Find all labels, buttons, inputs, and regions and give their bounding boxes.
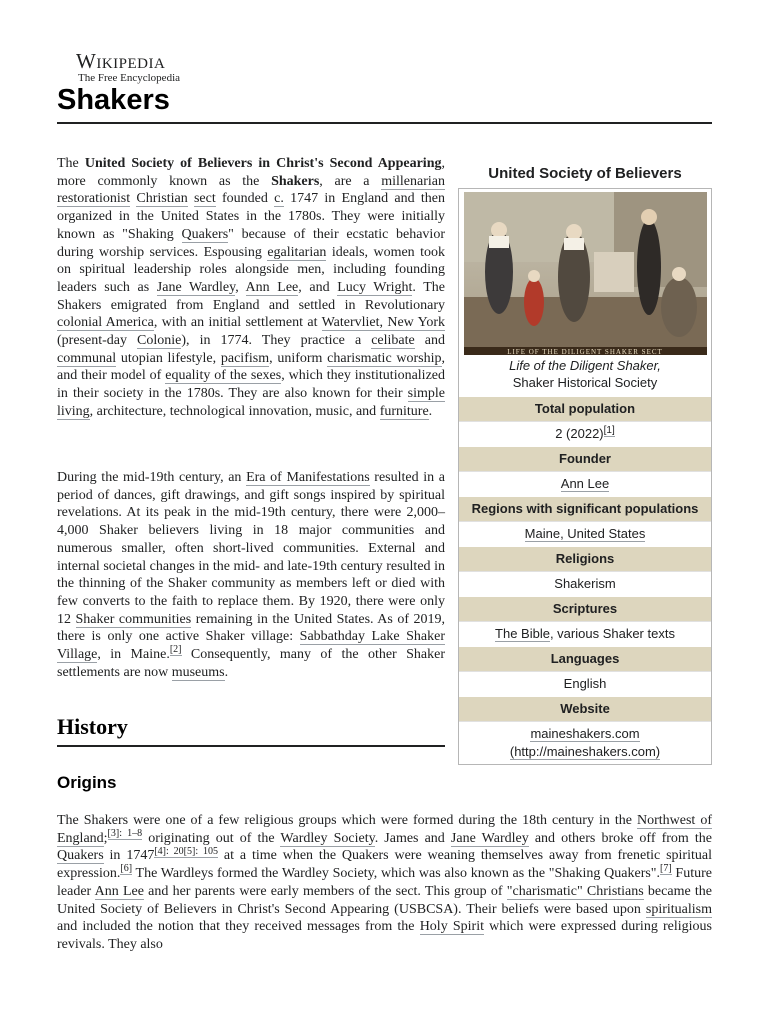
shaker-painting-image[interactable] [464, 192, 707, 355]
infobox-row-value [459, 521, 711, 546]
text-run: , in Maine. [97, 647, 170, 663]
paragraph-text [57, 812, 712, 954]
wiki-link[interactable]: Holy Spirit [419, 919, 484, 935]
wiki-link[interactable]: Ann Lee [560, 476, 610, 491]
wiki-link[interactable]: pacifism [220, 350, 270, 366]
text-run: Consequently, many of the other Shaker settlements are now [57, 647, 445, 680]
wiki-link[interactable]: charismatic worship [327, 350, 442, 366]
citation-link[interactable]: [1] [603, 424, 615, 436]
wiki-link[interactable]: Northwest of England [57, 813, 712, 846]
text-run: and others broke off from the [528, 830, 712, 846]
caption-italic: Life of the Diligent Shaker, [509, 358, 661, 373]
text-run: which were expressed during religious revivals. They also [57, 919, 712, 952]
text-run: and [414, 333, 446, 349]
bold-term: Shakers [271, 173, 320, 189]
paragraph-text [57, 155, 445, 421]
wiki-link[interactable]: celibate [371, 333, 415, 349]
text-run: , which they institutionalized in their society in the 1780s. They are also known for their [57, 368, 446, 402]
text-run: 2 (2022) [555, 426, 604, 441]
infobox-row-value [459, 471, 711, 496]
citation-link[interactable]: [3]: 1–8 [107, 828, 143, 840]
text-run: , [235, 279, 246, 295]
wiki-link[interactable]: The Bible [495, 626, 550, 641]
wiki-link[interactable]: maineshakers.com (http://maineshakers.com) [509, 726, 661, 759]
infobox-row-label: Scriptures [459, 596, 711, 621]
wiki-link[interactable]: Quakers [57, 848, 104, 864]
infobox-row-label: Founder [459, 446, 711, 471]
text-run: Future leader [57, 866, 712, 899]
infobox-row-label: Total population [459, 396, 711, 421]
wiki-link[interactable]: sect [193, 191, 216, 207]
wiki-link[interactable]: Quakers [181, 226, 229, 242]
text-run: During the mid-19th century, an [57, 470, 247, 485]
text-run: , and [298, 279, 338, 295]
infobox-rows [459, 396, 711, 764]
infobox-row-label: Regions with significant populations [459, 496, 711, 521]
citation-link[interactable]: [6] [120, 863, 133, 875]
wiki-link[interactable]: Colonie [137, 333, 182, 349]
citation-link[interactable]: [2] [169, 644, 182, 656]
logo-tagline: The Free Encyclopedia [78, 72, 181, 84]
text-run: , various Shaker texts [549, 626, 675, 641]
wiki-link[interactable]: Wardley Society [280, 830, 375, 846]
infobox-image-wrap [459, 189, 711, 355]
wiki-link[interactable]: Jane Wardley [450, 830, 529, 846]
citation-link[interactable]: [4]: 20 [154, 845, 184, 857]
wiki-link[interactable]: colonial America [57, 315, 154, 331]
infobox-row-label: Languages [459, 646, 711, 671]
text-run: ; [103, 830, 108, 846]
text-run: ideals, women took on spiritual leadership roles alongside men, including founding leaders such as [57, 244, 445, 295]
wiki-link[interactable]: equality of the sexes [165, 368, 282, 384]
wikipedia-logo[interactable] [76, 50, 180, 84]
infobox-row-label: Website [459, 696, 711, 721]
section-heading-history: History [57, 714, 445, 747]
title-divider [57, 122, 712, 124]
text-run: . The Shakers emigrated from England and settled in Revolutionary [57, 279, 446, 313]
wiki-link[interactable]: Watervliet, New York [321, 315, 445, 331]
wiki-link[interactable]: Maine, United States [524, 526, 646, 541]
infobox-row-value [459, 571, 711, 596]
infobox-row-value [459, 721, 711, 764]
text-run: (present-day [57, 333, 138, 349]
text-run: English [563, 676, 607, 691]
text-run: ), in 1774. They practice a [181, 333, 372, 349]
text-run: , architecture, technological innovation, music, and [89, 403, 380, 419]
text-run: , are a [319, 173, 382, 189]
text-run: . [428, 403, 433, 419]
origins-paragraph [57, 812, 712, 954]
wiki-link[interactable]: millenarian [381, 173, 445, 189]
wiki-link[interactable]: Jane Wardley [156, 279, 236, 295]
wiki-link[interactable]: Era of Manifestations [246, 470, 370, 485]
text-run: originating out of the [142, 830, 281, 846]
wiki-link[interactable]: Shaker communities [75, 611, 192, 627]
text-run: The Wardleys formed the Wardley Society, which was also known as the "Shaking Quakers". [132, 866, 661, 882]
citation-link[interactable]: [7] [660, 863, 672, 875]
text-run: utopian lifestyle, [116, 350, 221, 366]
wiki-link[interactable]: Christian [136, 191, 188, 207]
infobox-row-value [459, 421, 711, 446]
logo-wordmark: Wikipedia [76, 49, 166, 73]
wiki-link[interactable]: Sabbathday Lake Shaker Village [57, 629, 445, 663]
wiki-link[interactable]: c. [274, 191, 284, 207]
text-run: , and their model of [57, 350, 445, 384]
infobox-caption [459, 355, 711, 396]
caption-source: Shaker Historical Society [512, 375, 658, 390]
text-run: The [57, 156, 85, 171]
wiki-link[interactable]: "charismatic" Christians [506, 883, 644, 899]
text-run: founded [215, 191, 275, 207]
text-run: at a time when the Quakers were weaning themselves away from frenetic spiritual expression. [57, 848, 712, 882]
wiki-link[interactable]: Lucy Wright [337, 279, 413, 295]
infobox [458, 157, 712, 765]
wiki-link[interactable]: Ann Lee [94, 883, 144, 899]
wiki-link[interactable]: furniture [379, 403, 429, 419]
infobox-title: United Society of Believers [488, 165, 682, 182]
wiki-link[interactable]: Ann Lee [245, 279, 299, 295]
text-run: " because of their ecstatic behavior during worship services. Espousing [57, 226, 445, 260]
text-run: . [224, 664, 229, 680]
text-run: , more commonly known as the [57, 156, 445, 189]
text-run: resulted in a period of dances, gift drawings, and gift songs inspired by spiritual revelations. At its peak in the mid-19th century, there were 2,000–4,000 Shaker believers living in 18 major communities and numerous smaller, often short-lived communities. External and internal societal changes in the mid- and late-19th century resulted in the thinning of the Shaker community as members left or died with few converts to the faith to replace them. By 1920, there were only 12 [57, 470, 445, 627]
text-run: and her parents were early members of the sect. This group of [143, 883, 507, 899]
text-run: in 1747 [103, 848, 155, 864]
wiki-link[interactable]: simple living [57, 386, 445, 419]
intro-paragraph-2 [57, 469, 445, 681]
text-run: . James and [374, 830, 451, 846]
wiki-link[interactable]: egalitarian [267, 244, 327, 260]
subsection-heading-origins: Origins [57, 773, 117, 792]
paragraph-text [57, 469, 445, 681]
infobox-row-label: Religions [459, 546, 711, 571]
text-run: 1747 in England and then organized in the United States in the 1780s. They were initially known as "Shaking [57, 191, 445, 242]
citation-link[interactable]: [5]: 105 [183, 845, 218, 857]
image-banner-text: LIFE OF THE DILIGENT SHAKER SECT [507, 348, 663, 355]
page-title: Shakers [57, 84, 170, 116]
bold-term: United Society of Believers in Christ's Second Appearing [84, 156, 442, 171]
wiki-link[interactable]: communal [57, 350, 117, 366]
wiki-link[interactable]: spiritualism [645, 901, 712, 917]
text-run: The Shakers were one of a few religious groups which were formed during the 18th century in the [57, 813, 637, 828]
text-run: Shakerism [554, 576, 616, 591]
text-run: , uniform [269, 350, 328, 366]
infobox-row-value [459, 671, 711, 696]
wiki-link[interactable]: restorationist [57, 191, 131, 207]
text-run: became the United Society of Believers in Christ's Second Appearing (USBCSA). Their beliefs were based upon [57, 883, 712, 917]
text-run: remaining in the United States. As of 2019, there is only one active Shaker village: [57, 611, 446, 645]
text-run: and included the notion that they received messages from the [57, 919, 420, 935]
text-run: , with an initial settlement at [153, 315, 322, 331]
wiki-link[interactable]: museums [171, 664, 225, 680]
infobox-row-value [459, 621, 711, 646]
intro-paragraph-1 [57, 155, 445, 421]
infobox-table [458, 188, 712, 765]
